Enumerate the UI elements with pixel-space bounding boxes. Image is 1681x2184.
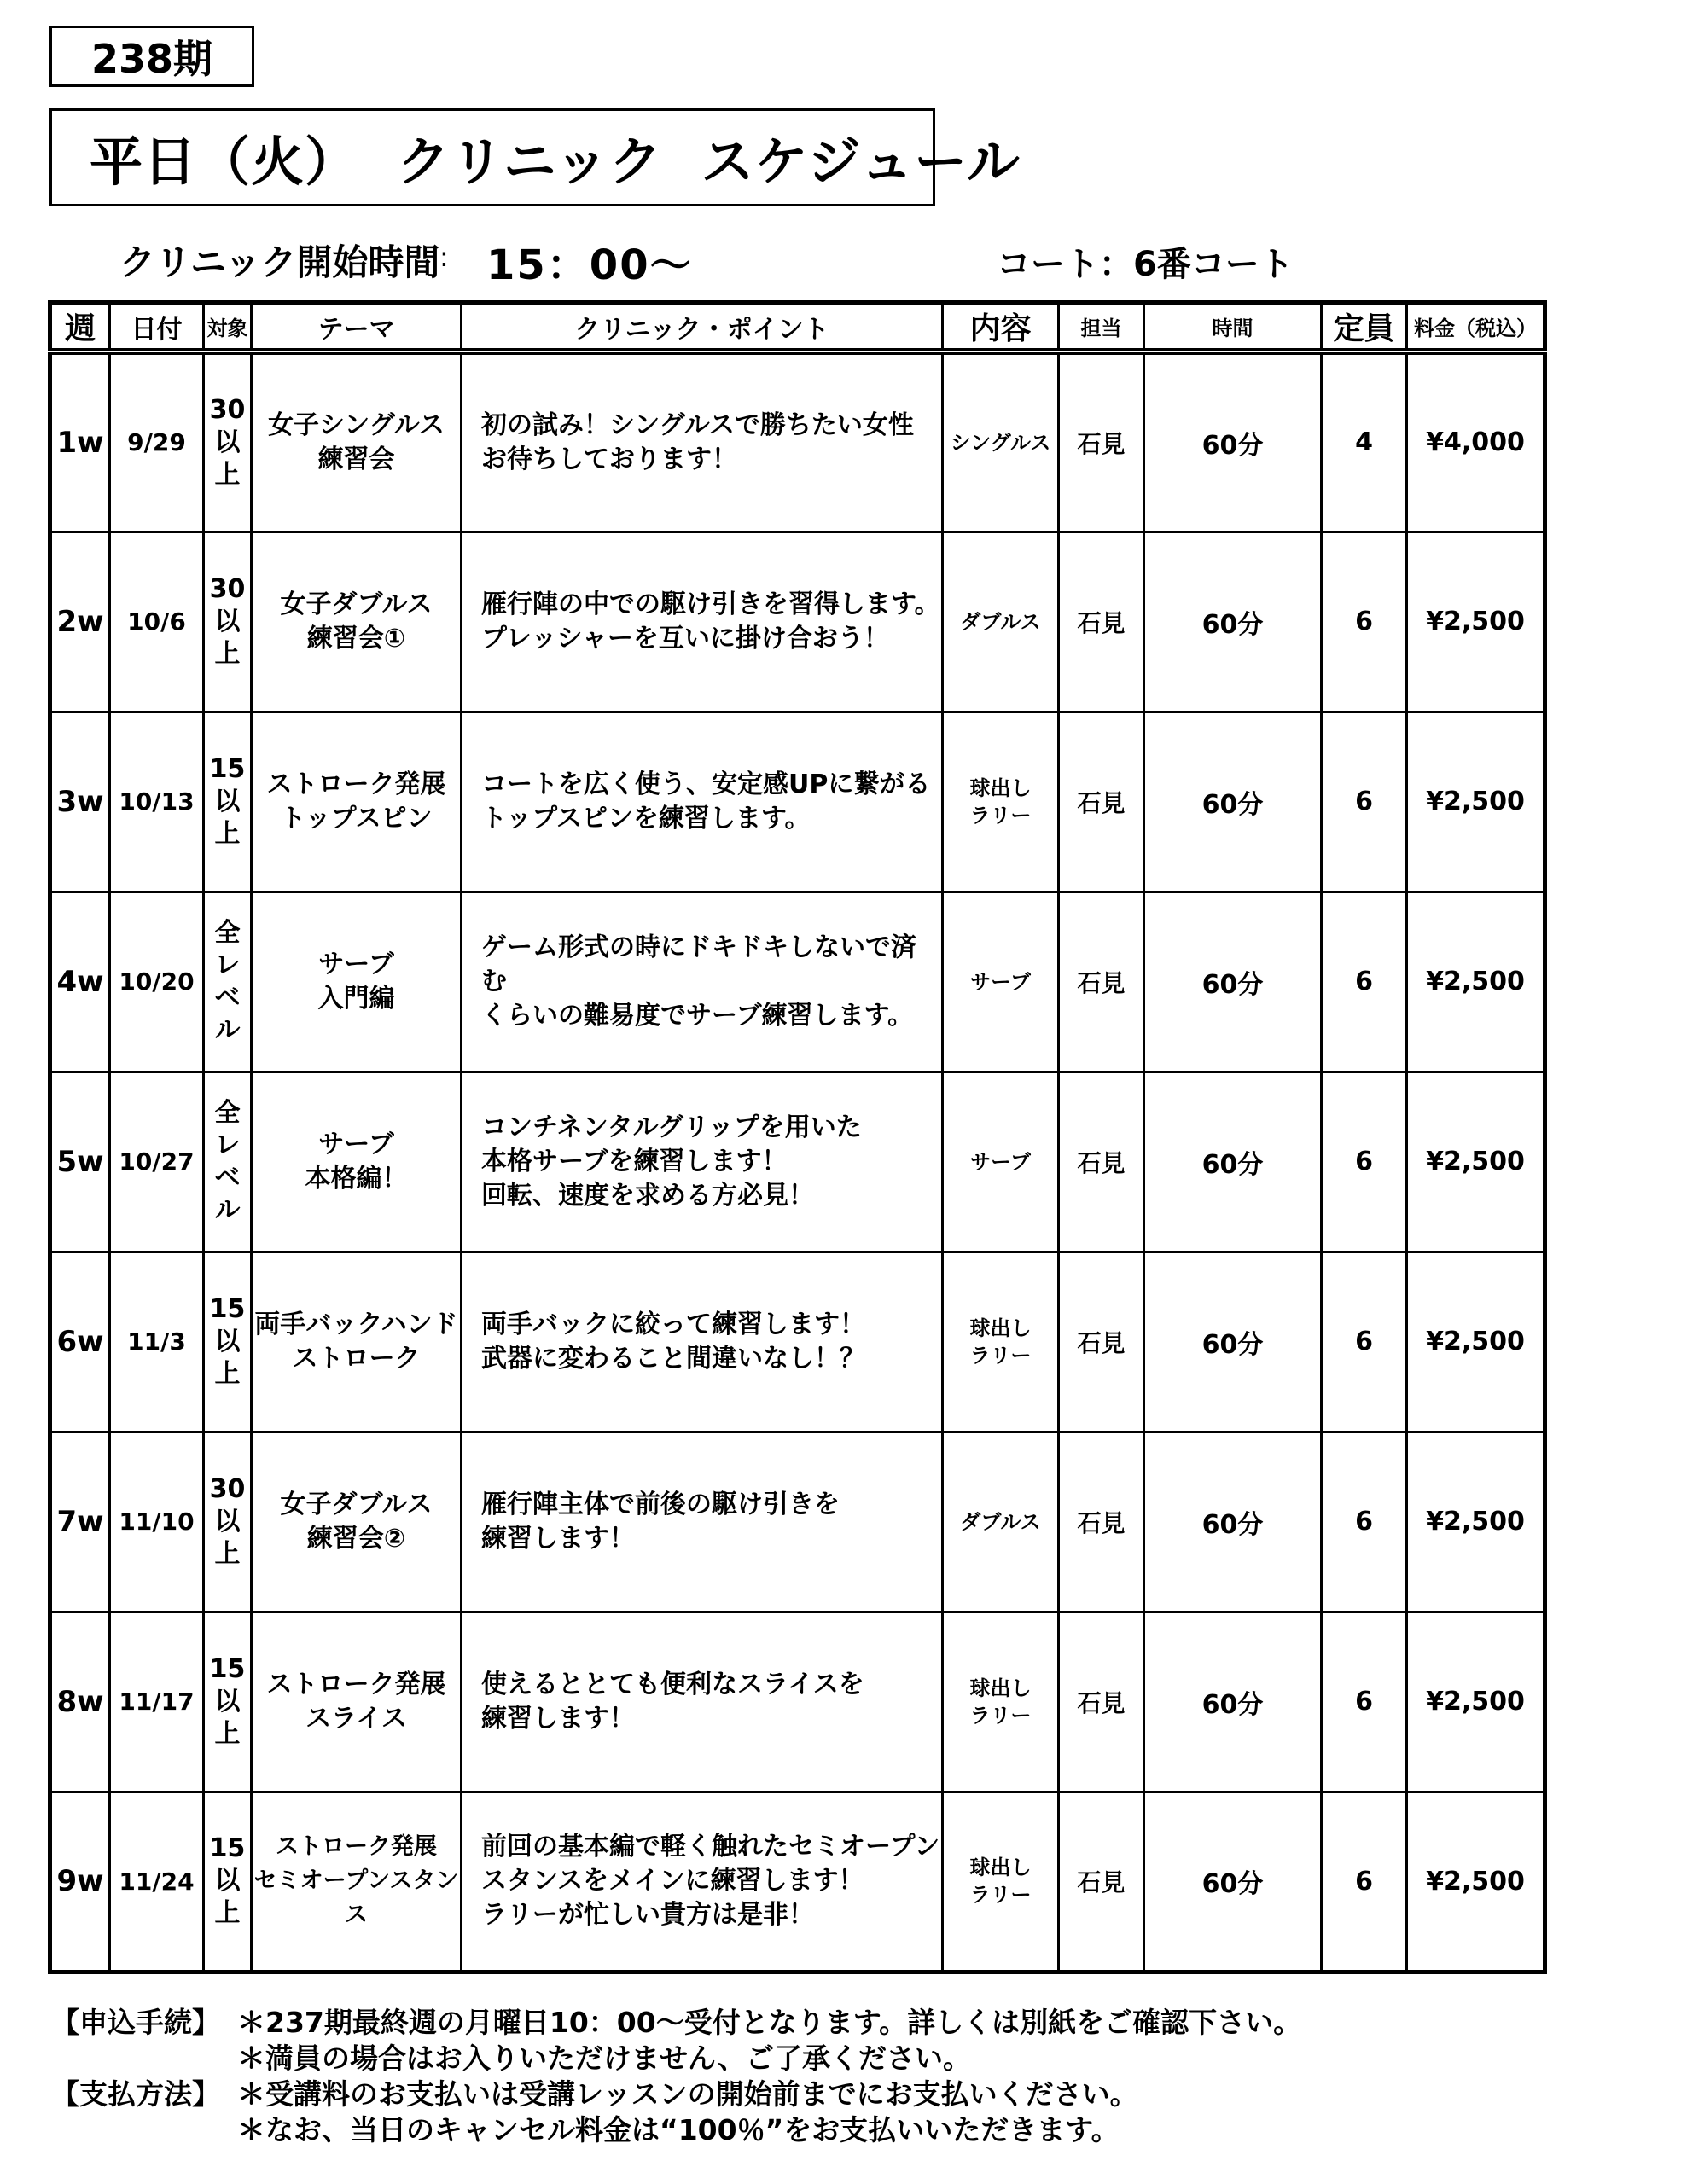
fee-cell: ¥2,500 [1407,1612,1545,1792]
date-cell: 10/20 [110,892,204,1072]
content-cell: サーブ [943,1072,1059,1252]
note-text: ＊237期最終週の月曜日10：00～受付となります。詳しくは別紙をご確認下さい。 [237,2006,1302,2039]
target-char: ル [214,1194,241,1225]
target-cell [204,1792,252,1972]
target-char: 15 [209,1833,246,1863]
date-cell: 10/6 [110,531,204,712]
point-cell: 雁行陣の中での駆け引きを習得します。 プレッシャーを互いに掛け合おう！ [462,531,943,712]
staff-cell: 石見 [1059,1792,1144,1972]
table-row [50,1792,1545,1972]
target-char: 上 [214,638,241,669]
date-cell: 11/3 [110,1252,204,1432]
date-cell: 11/10 [110,1432,204,1612]
staff-cell: 石見 [1059,1432,1144,1612]
target-char: ル [214,1014,241,1045]
point-cell: ゲーム形式の時にドキドキしないで済む くらいの難易度でサーブ練習します。 [462,892,943,1072]
note-row [51,2077,1301,2112]
fee-cell: ¥2,500 [1407,1072,1545,1252]
time-cell: 60分 [1144,712,1322,892]
content-cell: 球出し ラリー [943,1612,1059,1792]
table-row [50,1612,1545,1792]
point-cell: 初の試み！シングルスで勝ちたい女性 お待ちしております！ [462,351,943,531]
date-cell: 10/27 [110,1072,204,1252]
week-cell: 2w [50,531,110,712]
target-char: 上 [214,1718,241,1749]
date-cell: 9/29 [110,351,204,531]
table-row [50,1432,1545,1612]
target-char: 以 [214,786,241,816]
target-char: 以 [214,606,241,636]
capacity-cell: 6 [1322,1612,1407,1792]
target-char: 30 [209,1473,246,1504]
staff-cell: 石見 [1059,1252,1144,1432]
note-text: ＊なお、当日のキャンセル料金は“100％”をお支払いいただきます。 [237,2113,1120,2146]
content-cell: 球出し ラリー [943,1252,1059,1432]
capacity-cell: 4 [1322,351,1407,531]
target-cell [204,1432,252,1612]
date-cell: 11/17 [110,1612,204,1792]
theme-cell: ストローク発展 トップスピン [252,712,462,892]
time-cell: 60分 [1144,531,1322,712]
target-char: 全 [214,917,241,948]
note-label [51,2112,237,2148]
target-char: 30 [209,573,246,604]
week-cell: 7w [50,1432,110,1612]
week-cell: 6w [50,1252,110,1432]
target-char: レ [214,950,241,980]
capacity-cell: 6 [1322,531,1407,712]
week-cell: 3w [50,712,110,892]
week-cell: 5w [50,1072,110,1252]
capacity-cell: 6 [1322,1252,1407,1432]
header-theme: テーマ [252,303,462,352]
target-cell [204,531,252,712]
target-char: 以 [214,1326,241,1356]
target-char: 上 [214,1538,241,1569]
start-time-colon: : [439,241,449,273]
target-char: 以 [214,1686,241,1716]
time-cell: 60分 [1144,1072,1322,1252]
court-info: コート：6番コート [997,245,1294,284]
target-char: レ [214,1130,241,1160]
target-char: 15 [209,1293,246,1324]
theme-cell: ストローク発展 セミオープンスタンス [252,1792,462,1972]
target-char: 以 [214,427,241,457]
target-char: 上 [214,1358,241,1389]
table-row [50,351,1545,531]
point-cell: 前回の基本編で軽く触れたセミオープン スタンスをメインに練習します！ ラリーが忙しい貴方は是非！ [462,1792,943,1972]
theme-cell: 女子ダブルス 練習会① [252,531,462,712]
staff-cell: 石見 [1059,892,1144,1072]
point-cell: 雁行陣主体で前後の駆け引きを 練習します！ [462,1432,943,1612]
header-point: クリニック・ポイント [462,303,943,352]
week-cell: 8w [50,1612,110,1792]
target-cell [204,892,252,1072]
staff-cell: 石見 [1059,531,1144,712]
theme-cell: サーブ 本格編！ [252,1072,462,1252]
target-cell [204,1072,252,1252]
time-cell: 60分 [1144,1432,1322,1612]
staff-cell: 石見 [1059,1612,1144,1792]
note-row [51,2112,1301,2148]
header-date: 日付 [110,303,204,352]
staff-cell: 石見 [1059,351,1144,531]
capacity-cell: 6 [1322,1432,1407,1612]
note-label [51,2041,237,2077]
capacity-cell: 6 [1322,712,1407,892]
week-cell: 9w [50,1792,110,1972]
target-char: ベ [214,1162,241,1193]
point-cell: 両手バックに絞って練習します！ 武器に変わること間違いなし！？ [462,1252,943,1432]
table-row [50,531,1545,712]
target-char: 以 [214,1866,241,1896]
term-label: 238期 [49,26,254,87]
target-char: 15 [209,1653,246,1684]
target-char: 上 [214,1898,241,1928]
header-content: 内容 [943,303,1059,352]
theme-cell: 女子シングルス 練習会 [252,351,462,531]
content-cell: ダブルス [943,531,1059,712]
point-cell: コンチネンタルグリップを用いた 本格サーブを練習します！ 回転、速度を求める方必見！ [462,1072,943,1252]
fee-cell: ¥4,000 [1407,351,1545,531]
content-cell: ダブルス [943,1432,1059,1612]
note-label: 【申込手続】 [51,2006,220,2039]
header-target: 対象 [204,303,252,352]
fee-cell: ¥2,500 [1407,1432,1545,1612]
target-char: 30 [209,394,246,425]
note-text: ＊受講料のお支払いは受講レッスンの開始前までにお支払いください。 [237,2077,1138,2111]
fee-cell: ¥2,500 [1407,712,1545,892]
date-cell: 10/13 [110,712,204,892]
note-row [51,2005,1301,2041]
target-char: 以 [214,1506,241,1536]
target-char: 上 [214,818,241,849]
table-row [50,712,1545,892]
content-cell: 球出し ラリー [943,712,1059,892]
time-cell: 60分 [1144,892,1322,1072]
table-header-row [50,303,1545,352]
header-staff: 担当 [1059,303,1144,352]
fee-cell: ¥2,500 [1407,531,1545,712]
fee-cell: ¥2,500 [1407,1792,1545,1972]
time-cell: 60分 [1144,1612,1322,1792]
week-cell: 4w [50,892,110,1072]
content-cell: 球出し ラリー [943,1792,1059,1972]
fee-cell: ¥2,500 [1407,1252,1545,1432]
theme-cell: サーブ 入門編 [252,892,462,1072]
header-time: 時間 [1144,303,1322,352]
table-row [50,1252,1545,1432]
header-week: 週 [50,303,110,352]
start-time-label: クリニック開始時間 [119,241,440,283]
target-char: 全 [214,1097,241,1128]
note-label: 【支払方法】 [51,2077,220,2111]
note-text: ＊満員の場合はお入りいただけません、ご了承ください。 [237,2042,971,2075]
point-cell: 使えるととても便利なスライスを 練習します！ [462,1612,943,1792]
start-time-value: 15：00～ [486,241,693,289]
staff-cell: 石見 [1059,1072,1144,1252]
page-title: 平日（火） クリニック スケジュール [49,108,935,206]
theme-cell: ストローク発展 スライス [252,1612,462,1792]
time-cell: 60分 [1144,1252,1322,1432]
content-cell: サーブ [943,892,1059,1072]
target-cell [204,1612,252,1792]
note-row [51,2041,1301,2077]
target-cell [204,1252,252,1432]
time-cell: 60分 [1144,351,1322,531]
time-cell: 60分 [1144,1792,1322,1972]
fee-cell: ¥2,500 [1407,892,1545,1072]
point-cell: コートを広く使う、安定感UPに繋がる トップスピンを練習します。 [462,712,943,892]
target-cell [204,712,252,892]
date-cell: 11/24 [110,1792,204,1972]
schedule-table [48,300,1547,1974]
theme-cell: 女子ダブルス 練習会② [252,1432,462,1612]
target-cell [204,351,252,531]
content-cell: シングルス [943,351,1059,531]
table-row [50,892,1545,1072]
header-capacity: 定員 [1322,303,1407,352]
target-char: 15 [209,753,246,784]
week-cell: 1w [50,351,110,531]
capacity-cell: 6 [1322,1072,1407,1252]
table-row [50,1072,1545,1252]
target-char: 上 [214,459,241,490]
notes [51,2005,1301,2148]
target-char: ベ [214,982,241,1013]
capacity-cell: 6 [1322,892,1407,1072]
theme-cell: 両手バックハンド ストローク [252,1252,462,1432]
header-fee: 料金（税込） [1407,303,1545,352]
staff-cell: 石見 [1059,712,1144,892]
capacity-cell: 6 [1322,1792,1407,1972]
